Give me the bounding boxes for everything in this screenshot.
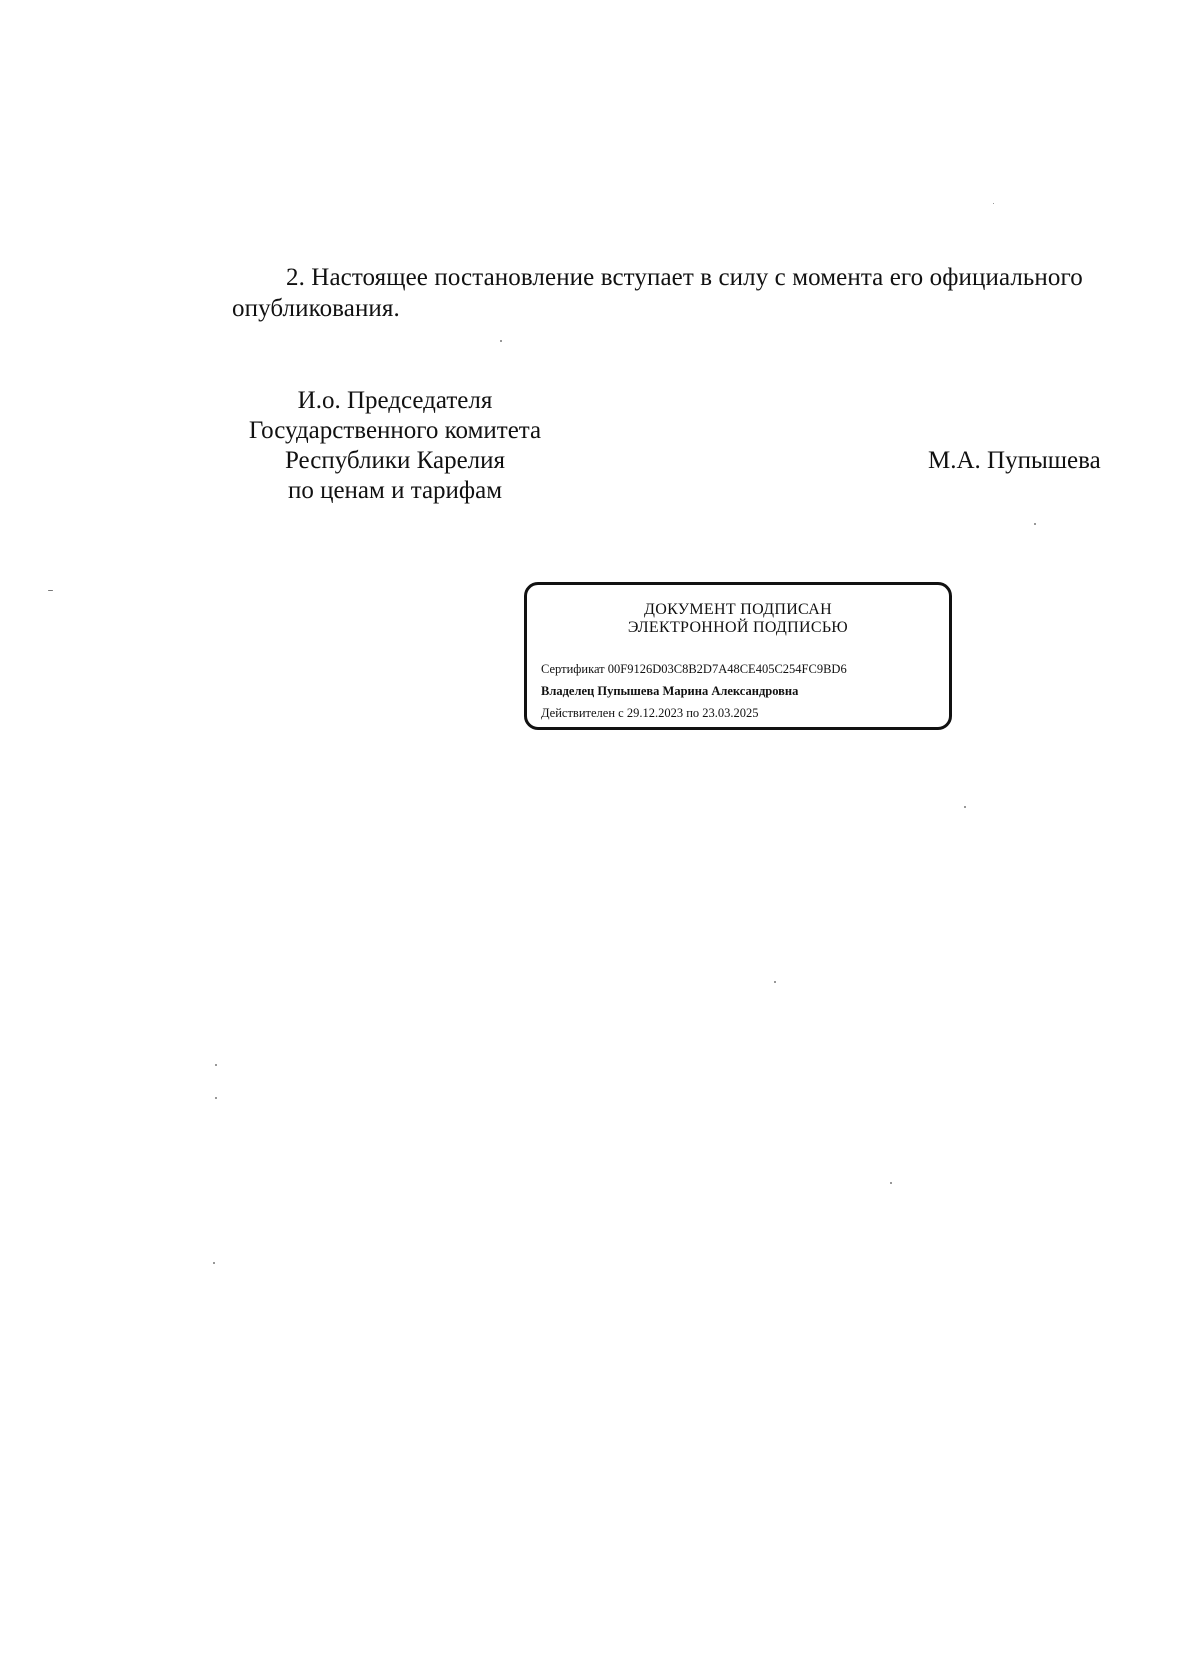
stamp-validity-row xyxy=(541,702,847,724)
stamp-title xyxy=(527,601,949,637)
scan-speck xyxy=(215,1097,217,1099)
certificate-label: Сертификат xyxy=(541,662,605,676)
signer-name: М.А. Пупышева xyxy=(928,447,1101,474)
scan-speck xyxy=(500,340,502,342)
valid-to-word: по xyxy=(686,706,700,720)
scan-speck xyxy=(774,981,776,983)
paragraph-effective-date: 2. Настоящее постановление вступает в силу с момента его официального опубликования. xyxy=(232,264,1083,322)
stamp-title-line: ЭЛЕКТРОННОЙ ПОДПИСЬЮ xyxy=(627,619,849,636)
signatory-title-line: Республики Карелия xyxy=(284,447,506,474)
stamp-certificate-row xyxy=(541,658,847,680)
signatory-title-line: Государственного комитета xyxy=(248,417,542,444)
scan-speck xyxy=(964,806,966,808)
scan-speck xyxy=(993,203,994,204)
scan-speck xyxy=(215,1064,217,1066)
stamp-owner-row xyxy=(541,680,847,702)
signatory-title-block xyxy=(230,386,560,506)
stamp-title-line: ДОКУМЕНТ ПОДПИСАН xyxy=(644,601,832,618)
signatory-title-line: И.о. Председателя xyxy=(297,387,493,414)
valid-from-date: 29.12.2023 xyxy=(626,706,684,720)
signatory-title-line: по ценам и тарифам xyxy=(287,477,503,504)
valid-to-date: 23.03.2025 xyxy=(702,706,759,720)
owner-label: Владелец xyxy=(541,684,595,698)
certificate-value: 00F9126D03C8B2D7A48CE405C254FC9BD6 xyxy=(607,662,847,676)
valid-label: Действителен xyxy=(541,706,616,720)
scan-speck xyxy=(1034,523,1036,525)
scan-speck xyxy=(48,590,53,591)
valid-from-word: с xyxy=(618,706,624,720)
stamp-details xyxy=(541,658,847,724)
scan-speck xyxy=(213,1262,215,1264)
owner-value: Пупышева Марина Александровна xyxy=(597,684,799,698)
electronic-signature-stamp xyxy=(524,582,952,730)
scan-speck xyxy=(890,1182,892,1184)
